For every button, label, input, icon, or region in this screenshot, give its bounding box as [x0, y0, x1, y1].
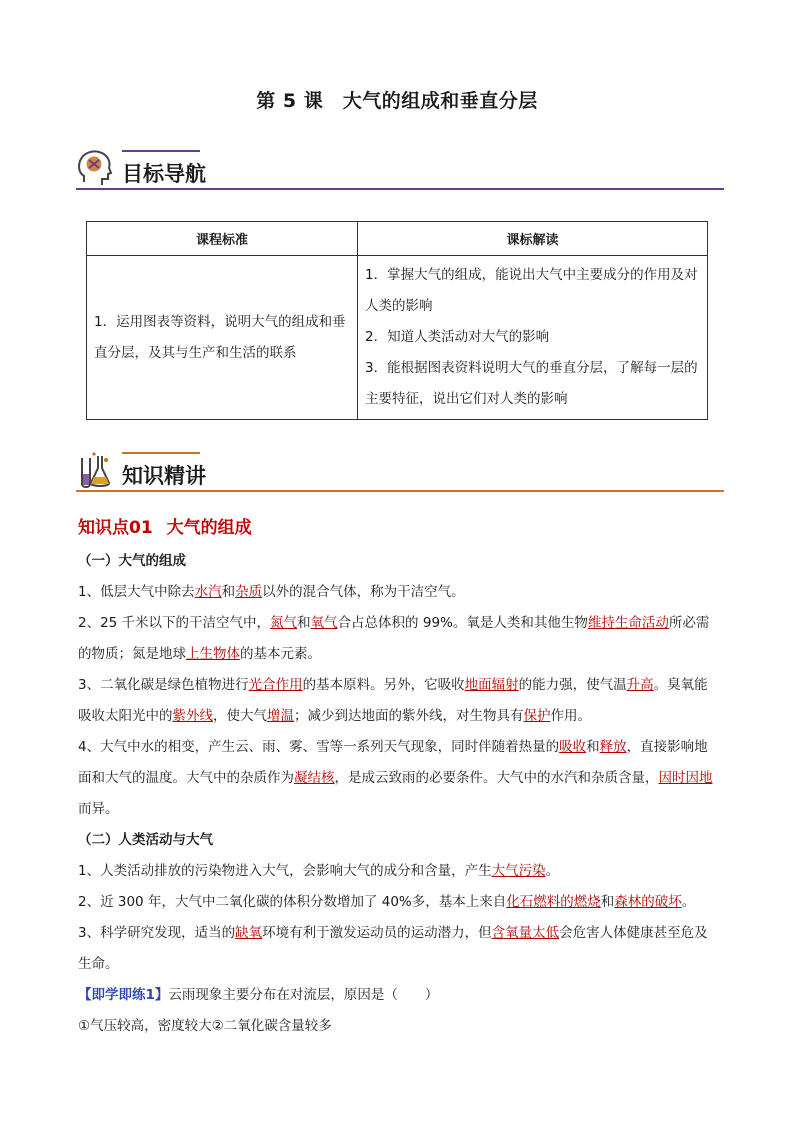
interpretation-item: 1．掌握大气的组成，能说出大气中主要成分的作用及对人类的影响	[365, 267, 698, 314]
section-header-goal	[76, 148, 724, 192]
table-cell-interpretation	[358, 256, 708, 420]
section-title: 目标导航	[122, 162, 206, 186]
knowledge-point-name: 大气的组成	[166, 518, 252, 538]
section-rule	[76, 188, 724, 190]
paragraph: 4、大气中水的相变，产生云、雨、雾、雪等一系列天气现象，同时伴随着热量的吸收和释放，直接影响地面和大气的温度。大气中的杂质作为凝结核，是成云致雨的必要条件。大气中的水汽和杂质含量，因时因地而异。	[78, 739, 713, 817]
exercise-option: ①气压较高，密度较大②二氧化碳含量较多	[78, 1018, 332, 1034]
table-row	[87, 256, 708, 420]
lab-flask-icon	[76, 450, 114, 490]
knowledge-point-number: 知识点01	[78, 518, 153, 538]
content-body	[78, 546, 718, 1042]
paragraph: 2、近 300 年，大气中二氧化碳的体积分数增加了 40%多，基本上来自化石燃料的燃烧和森林的破坏。	[78, 894, 696, 910]
table-cell-standard: 1．运用图表等资料，说明大气的组成和垂直分层，及其与生产和生活的联系	[87, 256, 358, 420]
subheading: （一）大气的组成	[78, 553, 186, 569]
paragraph: 1、人类活动排放的污染物进入大气，会影响大气的成分和含量，产生大气污染。	[78, 863, 560, 879]
section-header-knowledge	[76, 450, 724, 494]
exercise-prompt: 【即学即练1】云雨现象主要分布在对流层，原因是（ ）	[78, 987, 439, 1003]
section-rule	[76, 490, 724, 492]
page-title: 第 5 课 大气的组成和垂直分层	[256, 90, 538, 112]
interpretation-item: 3．能根据图表资料说明大气的垂直分层，了解每一层的主要特征，说出它们对人类的影响	[365, 360, 698, 407]
brain-head-icon	[76, 148, 114, 188]
header-accent-line	[122, 452, 200, 454]
header-accent-line	[122, 150, 200, 152]
subheading: （二）人类活动与大气	[78, 832, 213, 848]
curriculum-table	[86, 221, 708, 420]
paragraph: 2、25 千米以下的干洁空气中，氮气和氧气合占总体积的 99%。氧是人类和其他生物维持生命活动所必需的物质；氮是地球上生物体的基本元素。	[78, 615, 710, 662]
paragraph: 1、低层大气中除去水汽和杂质以外的混合气体，称为干洁空气。	[78, 584, 465, 600]
table-header: 课标解读	[358, 222, 708, 256]
paragraph: 3、二氧化碳是绿色植物进行光合作用的基本原料。另外，它吸收地面辐射的能力强，使气温升高。臭氧能吸收太阳光中的紫外线，使大气增温；减少到达地面的紫外线，对生物具有保护作用。	[78, 677, 708, 724]
knowledge-point-title	[78, 513, 266, 538]
paragraph: 3、科学研究发现，适当的缺氧环境有利于激发运动员的运动潜力，但含氧量太低会危害人体健康甚至危及生命。	[78, 925, 708, 972]
exercise-tag: 【即学即练1】	[78, 987, 169, 1003]
table-header: 课程标准	[87, 222, 358, 256]
interpretation-item: 2．知道人类活动对大气的影响	[365, 329, 550, 345]
section-title: 知识精讲	[122, 464, 206, 488]
table-header-row	[87, 222, 708, 256]
